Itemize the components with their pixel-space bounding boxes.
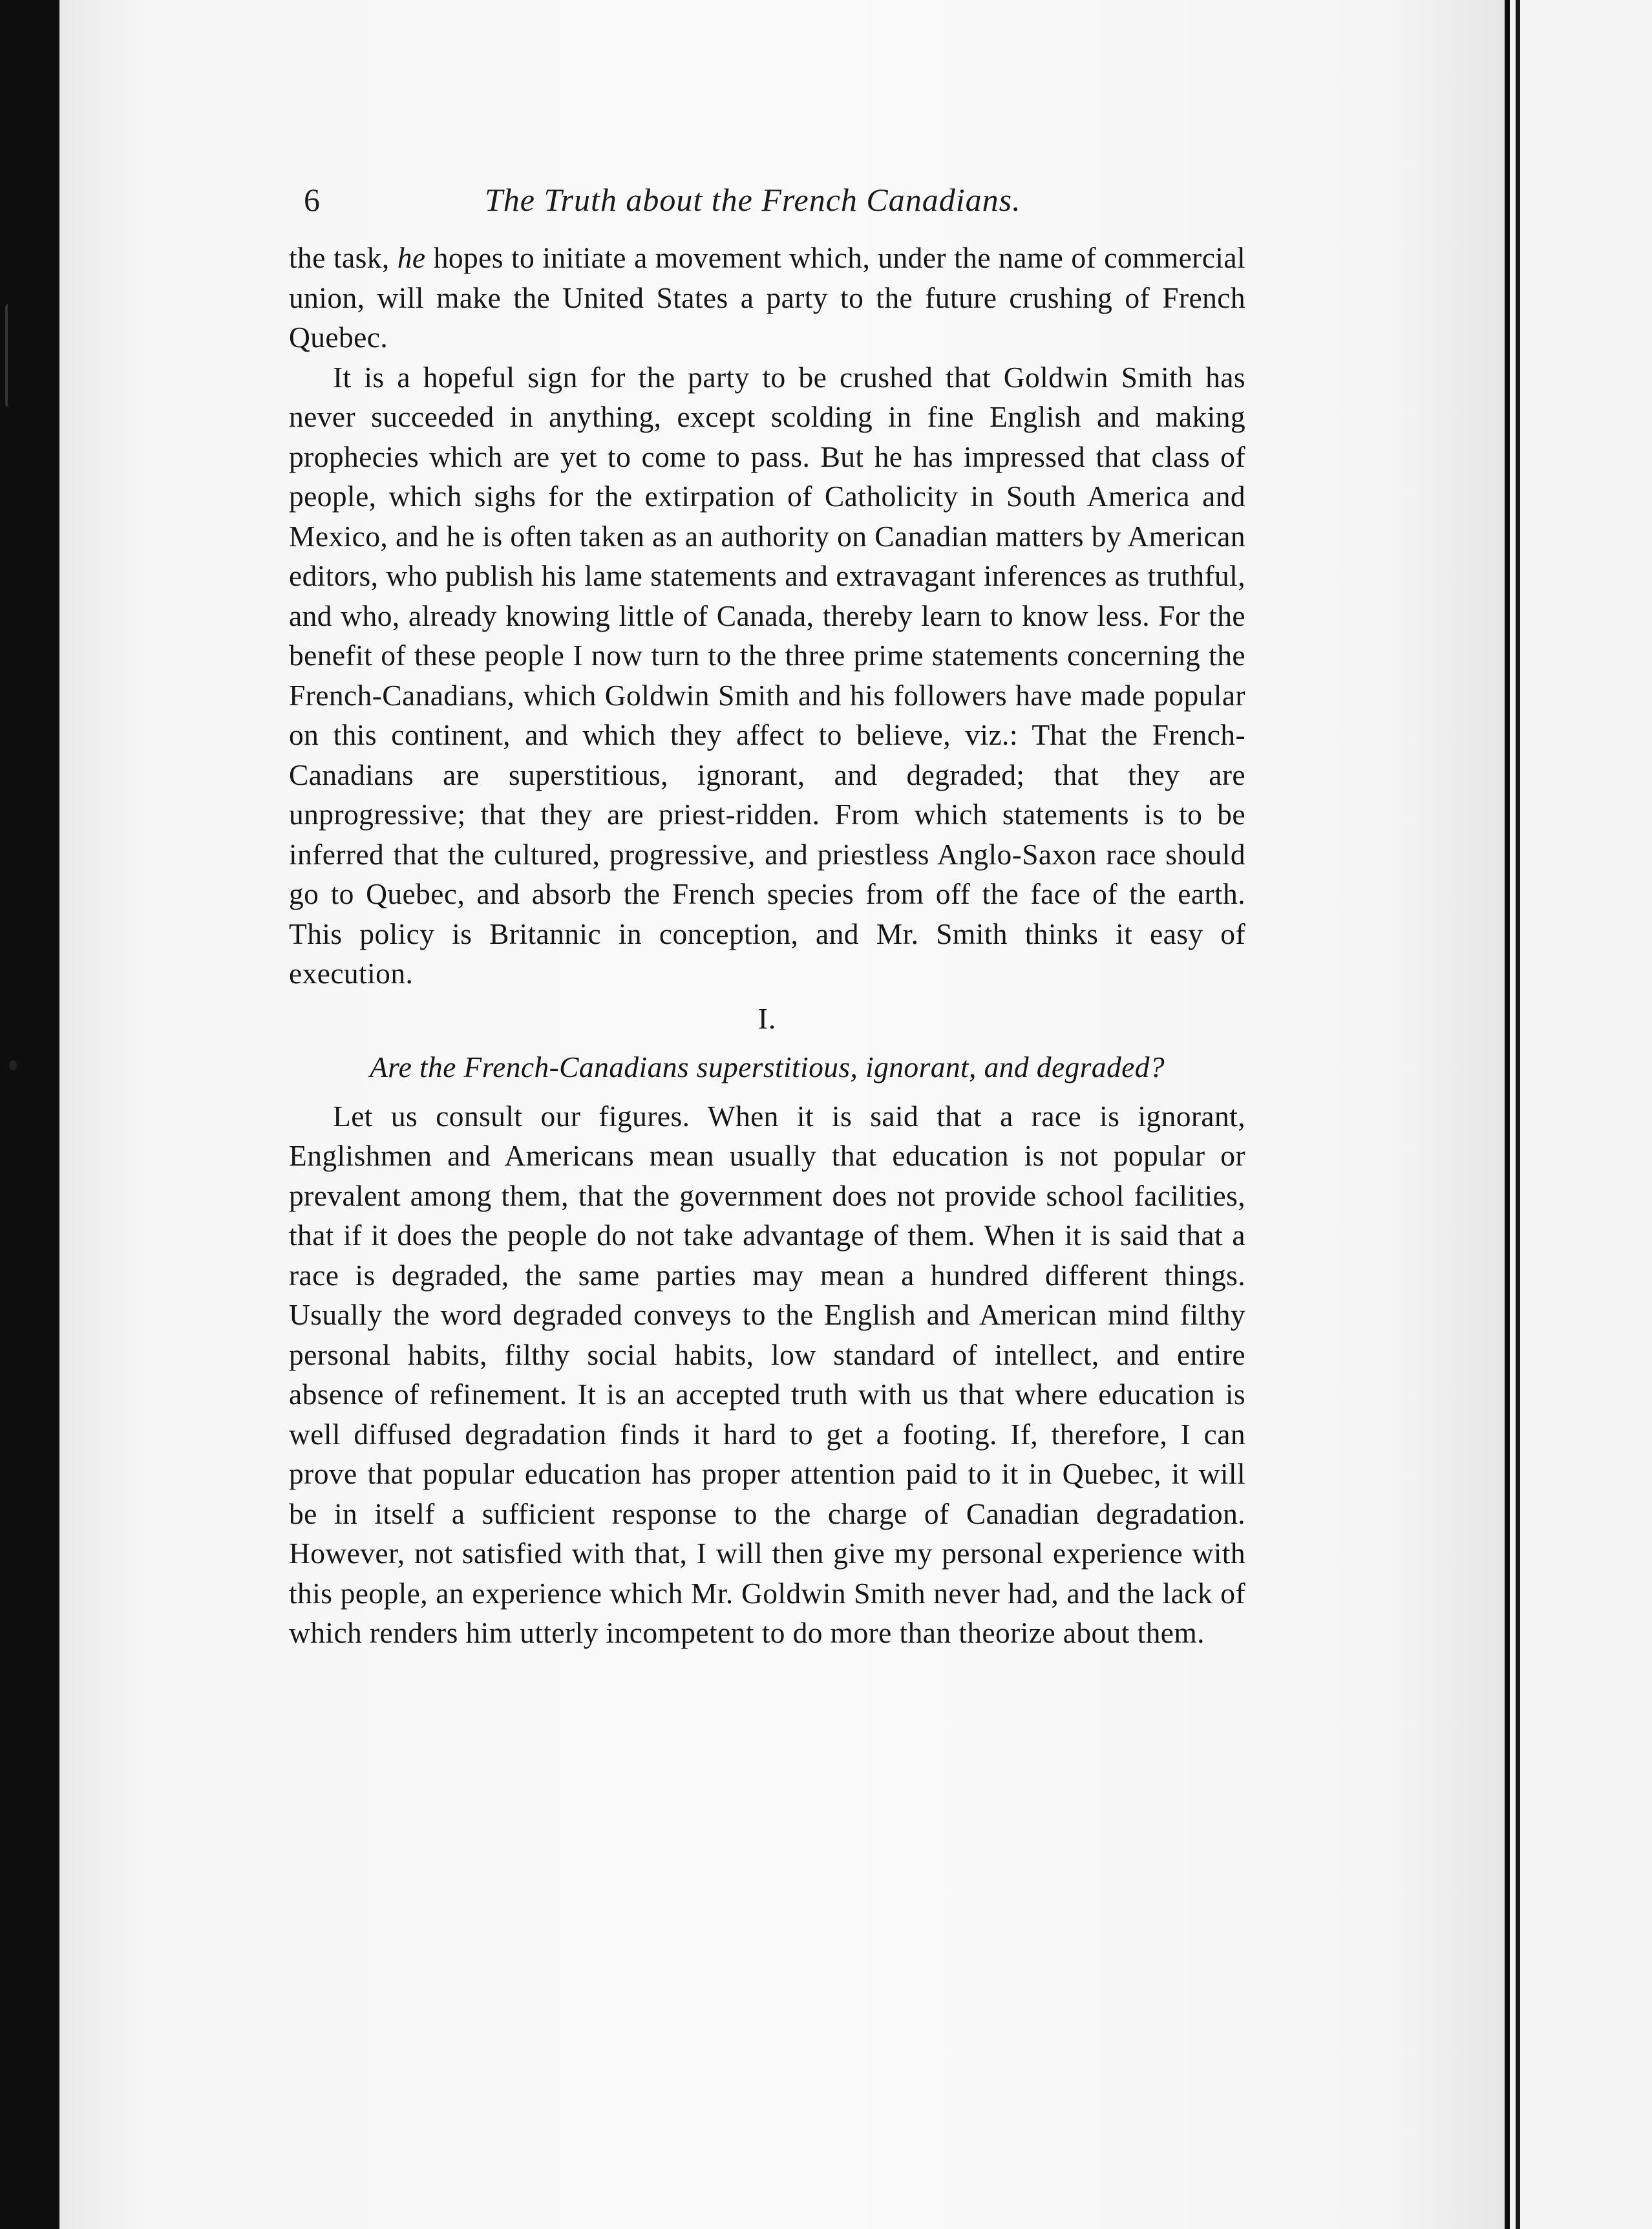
page-header — [304, 181, 1260, 226]
section-heading: Are the French-Canadians superstitious, ignorant, and degraded? — [369, 1051, 1165, 1083]
binding-line — [1516, 0, 1520, 2229]
paragraph-figures: Let us consult our figures. When it is said that a race is ignorant, Englishmen and Americans mean usually that education is not popular or prevalent among them, that the government does not provide school facilities, that if it does the people do not take advantage of them. When it is said that a race is degraded, the same parties may mean a hundred different things. Usually the word degraded conveys to the English and American mind filthy personal habits, filthy social habits, low standard of intellect, and entire absence of refinement. It is an accepted truth with us that where education is well diffused degradation finds it hard to get a footing. If, therefore, I can prove that popular education has proper attention paid to it in Quebec, it will be in itself a sufficient response to the charge of Canadian degradation. However, not satisfied with that, I will then give my personal experience with this people, an experience which Mr. Goldwin Smith never had, and the lack of which renders him utterly incompetent to do more than theorize about them. — [289, 1099, 1245, 1649]
next-page-edge — [1510, 0, 1652, 2229]
scan-speck — [9, 1060, 17, 1071]
running-title: The Truth about the French Canadians. — [485, 182, 1021, 218]
paragraph-continuation: the task, he hopes to initiate a movement which, under the name of commercial union, will make the United States a party to the future crushing of French Quebec. — [289, 241, 1245, 354]
left-margin-mark — [5, 304, 17, 407]
page-number: 6 — [304, 182, 320, 218]
paragraph-goldwin-smith: It is a hopeful sign for the party to be crushed that Goldwin Smith has never succeeded in anything, except scolding in fine English and making prophecies which are yet to come to pass. But he has impressed that class of people, which sighs for the extirpation of Catholicity in South America and Mexico, and he is often taken as an authority on Canadian matters by American editors, who publish his lame statements and extravagant inferences as truthful, and who, already knowing little of Canada, thereby learn to know less. For the benefit of these people I now turn to the three prime statements concerning the French-Canadians, which Goldwin Smith and his followers have made popular on this continent, and which they affect to believe, viz.: That the French-Canadians are superstitious, ignorant, and degraded; that they are unprogressive; that they are priest-ridden. From which statements is to be inferred that the cultured, progressive, and priestless Anglo-Saxon race should go to Quebec, and absorb the French species from off the face of the earth. This policy is Britannic in conception, and Mr. Smith thinks it easy of execution. — [289, 360, 1245, 990]
section-number: I. — [757, 1001, 777, 1035]
body-text — [289, 238, 1245, 1653]
italic-he: he — [397, 241, 426, 274]
